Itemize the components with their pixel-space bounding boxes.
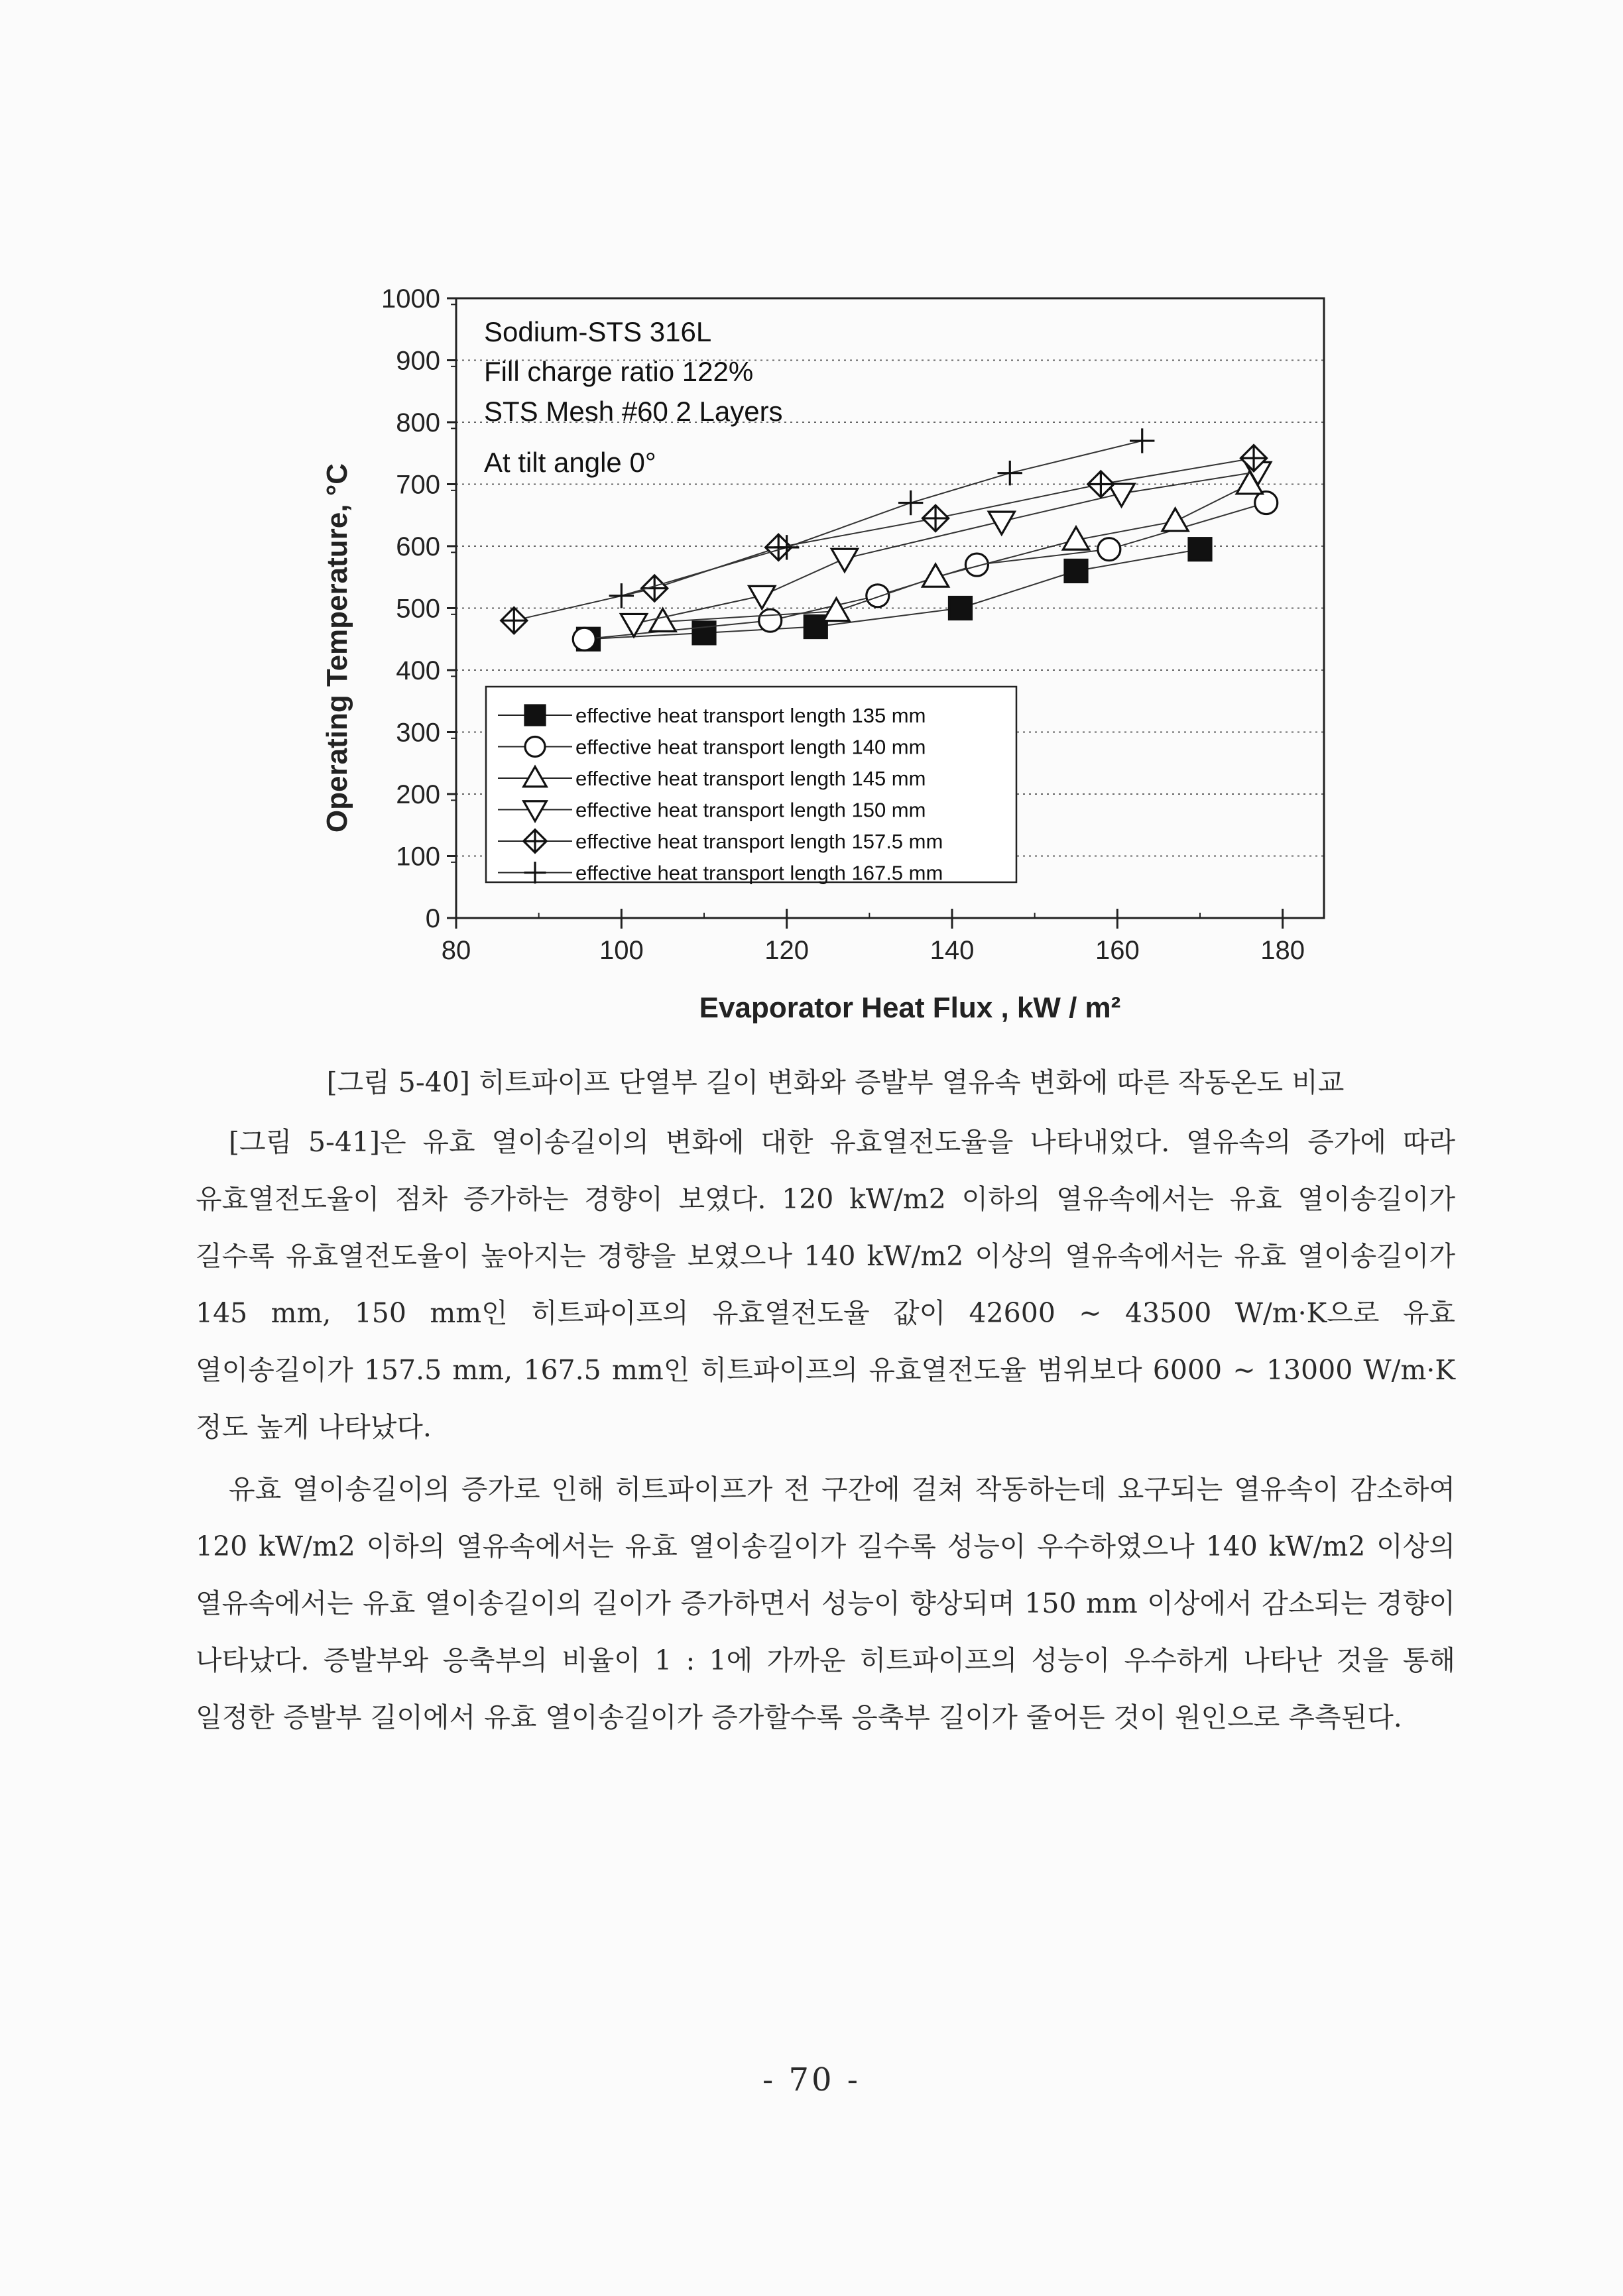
legend-label: effective heat transport length 167.5 mm [575,861,943,885]
x-tick-label: 100 [599,936,644,965]
x-tick-label: 180 [1260,936,1305,965]
paragraph: 유효 열이송길이의 증가로 인해 히트파이프가 전 구간에 걸쳐 작동하는데 요구되는 열유속이 감소하여 120 kW/m2 이하의 열유속에서는 유효 열이송길이가 길수록 성능이 우수하였으나 140 kW/m2 이상의 열유속에서는 유효 열이송길이의 길이가 증가하면서 성능이 향상되며 150 mm 이상에서 감소되는 경향이 나타났다. 증발부와 응축부의 비율이 1 : 1에 가까운 히트파이프의 성능이 우수하게 나타난 것을 통해 일정한 증발부 길이에서 유효 열이송길이가 증가할수록 응축부 길이가 줄어든 것이 원인으로 추측된다. [196,1473,1455,1733]
y-tick-label: 0 [425,904,440,933]
marker-square [1065,559,1087,582]
legend-label: effective heat transport length 157.5 mm [575,830,943,853]
y-tick-label: 700 [396,470,440,500]
legend-label: effective heat transport length 135 mm [575,704,926,727]
figure-caption: [그림 5-40] 히트파이프 단열부 길이 변화와 증발부 열유속 변화에 따른 작동온도 비교 [326,1066,1345,1098]
legend-label: effective heat transport length 140 mm [575,735,926,759]
x-axis-label: Evaporator Heat Flux , kW / m² [699,992,1121,1024]
x-tick-label: 120 [764,936,810,965]
marker-circle [1098,538,1120,561]
marker-circle [525,737,545,757]
y-tick-label: 800 [396,408,440,437]
annotation: STS Mesh #60 2 Layers [484,396,783,427]
chart-legend [486,687,1016,885]
annotation: Fill charge ratio 122% [484,356,754,387]
marker-triangle-up [1162,508,1188,531]
x-tick-label: 160 [1095,936,1140,965]
y-tick-label: 900 [396,346,440,376]
page-number: - 70 - [762,2061,861,2098]
legend-label: effective heat transport length 150 mm [575,798,926,822]
series-line [634,472,1258,624]
marker-square [525,705,545,725]
marker-triangle-up [823,599,849,621]
marker-circle [573,628,595,650]
body-text [196,1114,1455,1746]
x-tick-label: 140 [930,936,975,965]
marker-square [1189,538,1211,561]
marker-square [693,622,715,644]
series-line [588,549,1200,640]
marker-triangle-down [831,549,857,571]
paragraph: [그림 5-41]은 유효 열이송길이의 변화에 대한 유효열전도율을 나타내었다. 열유속의 증가에 따라 유효열전도율이 점차 증가하는 경향이 보였다. 120 kW/m2 이하의 열유속에서는 유효 열이송길이가 길수록 유효열전도율이 높아지는 경향을 보였으나 140 kW/m2 이상의 열유속에서는 유효 열이송길이가 145 mm, 150 mm인 히트파이프의 유효열전도율 값이 42600 ~ 43500 W/m·K으로 유효 열이송길이가 157.5 mm, 167.5 mm인 히트파이프의 유효열전도율 범위보다 6000 ~ 13000 W/m·K 정도 높게 나타났다. [196,1126,1455,1443]
y-tick-label: 200 [396,780,440,809]
y-tick-label: 300 [396,718,440,748]
marker-circle [1255,492,1278,514]
y-tick-label: 600 [396,532,440,561]
legend-label: effective heat transport length 145 mm [575,767,926,790]
marker-triangle-up [650,609,676,632]
annotation: At tilt angle 0° [484,447,656,478]
y-tick-label: 400 [396,656,440,685]
y-tick-label: 100 [396,842,440,872]
x-tick-label: 80 [441,936,471,965]
annotation: Sodium-STS 316L [484,316,712,347]
marker-circle [759,609,782,632]
operating-temperature-chart [0,0,1623,1034]
y-tick-label: 1000 [381,284,440,314]
chart-annotations [484,316,783,478]
y-tick-label: 500 [396,594,440,624]
y-axis-label: Operating Temperature, °C [321,463,353,833]
marker-circle [867,585,889,607]
marker-square [949,597,971,620]
